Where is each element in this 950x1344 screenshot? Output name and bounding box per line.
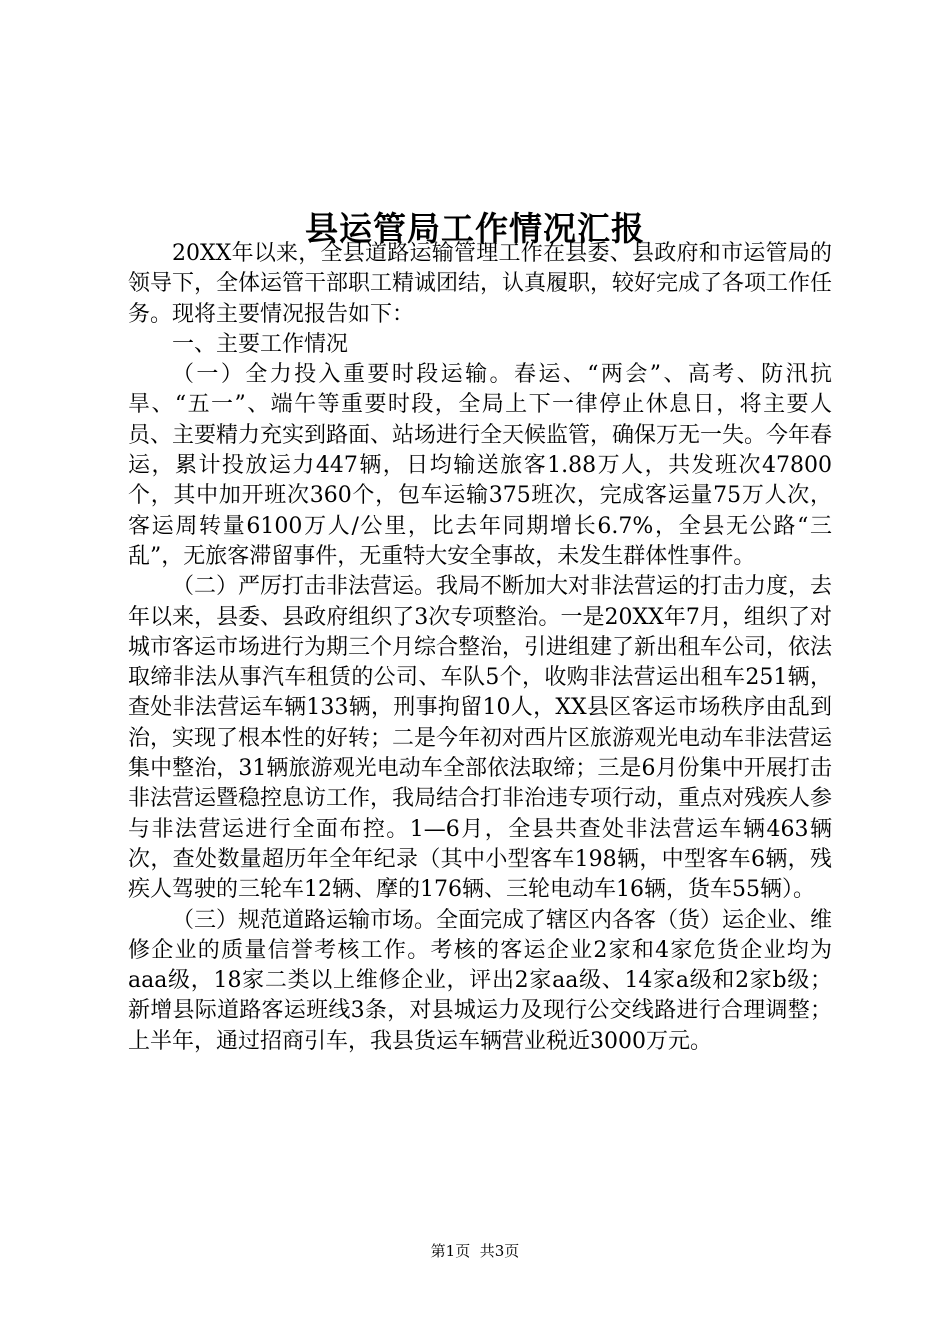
paragraph-market: （三）规范道路运输市场。全面完成了辖区内各客（货）运企业、维修企业的质量信誉考核工作。考核的客运企业2家和4家危货企业均为aaa级，18家二类以上维修企业，评出2家aa级、14家a级和2家b级；新增县际道路客运班线3条，对县城运力及现行公交线路进行合理调整；上半年，通过招商引车，我县货运车辆营业税近3000万元。 — [128, 907, 833, 1054]
intro-paragraph: 20XX年以来，全县道路运输管理工作在县委、县政府和市运管局的领导下，全体运管干部职工精诚团结，认真履职，较好完成了各项工作任务。现将主要情况报告如下： — [128, 241, 833, 327]
page-footer — [0, 1241, 950, 1261]
paragraph-illegal-operation: （二）严厉打击非法营运。我局不断加大对非法营运的打击力度，去年以来，县委、县政府组织了3次专项整治。一是20XX年7月，组织了对城市客运市场进行为期三个月综合整治，引进组建了新出租车公司，依法取缔非法从事汽车租赁的公司、车队5个，收购非法营运出租车251辆，查处非法营运车辆133辆，刑事拘留10人，XX县区客运市场秩序由乱到治，实现了根本性的好转；二是今年初对西片区旅游观光电动车非法营运集中整治，31辆旅游观光电动车全部依法取缔；三是6月份集中开展打击非法营运暨稳控息访工作，我局结合打非治违专项行动，重点对残疾人参与非法营运进行全面布控。1—6月，全县共查处非法营运车辆463辆次，查处数量超历年全年纪录（其中小型客车198辆，中型客车6辆，残疾人驾驶的三轮车12辆、摩的176辆、三轮电动车16辆，货车55辆）。 — [128, 574, 833, 903]
paragraph-transport: （一）全力投入重要时段运输。春运、“两会”、高考、防汛抗旱、“五一”、端午等重要时段，全局上下一律停止休息日，将主要人员、主要精力充实到路面、站场进行全天候监管，确保万无一失。今年春运，累计投放运力447辆，日均输送旅客1.88万人，共发班次47800个，其中加开班次360个，包车运输375班次，完成客运量75万人次，客运周转量6100万人/公里，比去年同期增长6.7%，全县无公路“三乱”，无旅客滞留事件，无重特大安全事故，未发生群体性事件。 — [128, 362, 833, 569]
footer-separator — [470, 1242, 480, 1260]
page-total: 共3页 — [479, 1242, 520, 1260]
document-body — [128, 239, 832, 1057]
document-title: 县运管局工作情况汇报 — [305, 209, 645, 249]
page-number: 第1页 — [430, 1242, 471, 1260]
section-heading: 一、主要工作情况 — [172, 331, 349, 357]
